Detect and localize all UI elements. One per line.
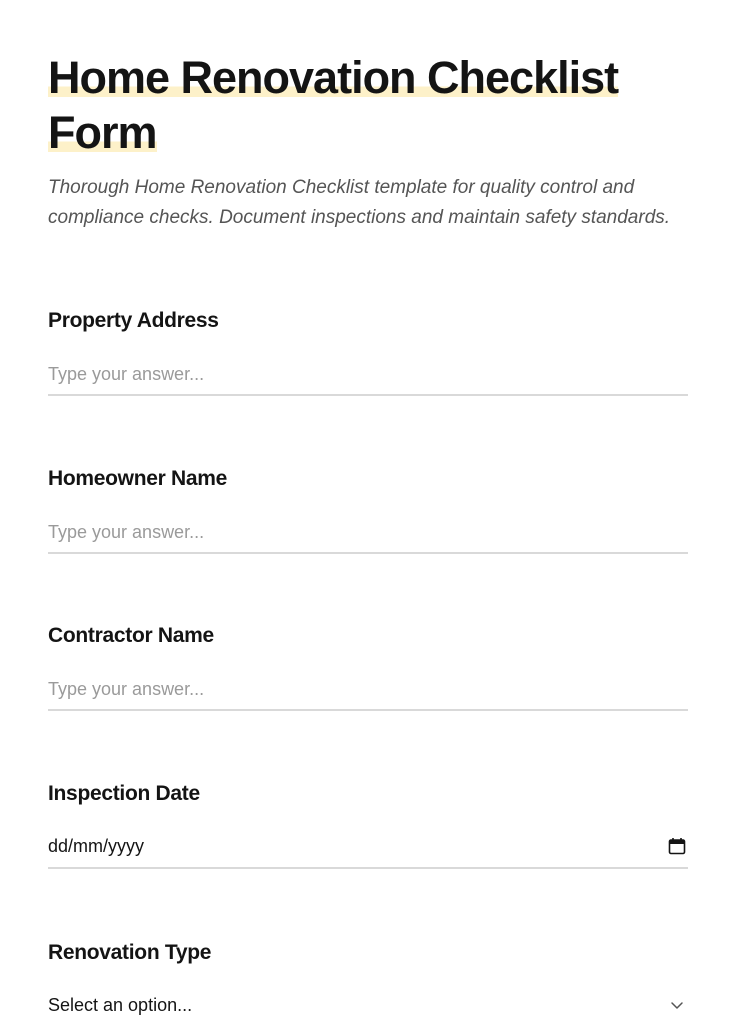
- homeowner-name-control: [48, 512, 688, 554]
- renovation-type-label: Renovation Type: [48, 941, 212, 964]
- homeowner-name-label: Homeowner Name: [48, 467, 228, 490]
- property-address-control: [48, 354, 688, 396]
- renovation-type-field: [48, 940, 688, 1015]
- calendar-icon[interactable]: [668, 837, 686, 855]
- inspection-date-value: dd/mm/yyyy: [48, 836, 145, 856]
- renovation-type-value: Select an option...: [48, 995, 193, 1015]
- inspection-date-field: [48, 781, 688, 856]
- renovation-type-select[interactable]: [48, 986, 688, 1024]
- property-address-field: [48, 308, 688, 334]
- inspection-date-input[interactable]: [48, 827, 688, 869]
- contractor-name-field: [48, 623, 688, 649]
- contractor-name-control: [48, 669, 688, 711]
- property-address-input[interactable]: [48, 354, 688, 394]
- form-description: Thorough Home Renovation Checklist template for quality control and compliance checks. Document inspections and maintain safety standards.: [48, 177, 671, 228]
- page-title: [48, 0, 688, 160]
- contractor-name-label: Contractor Name: [48, 624, 214, 647]
- property-address-label: Property Address: [48, 309, 219, 332]
- inspection-date-label: Inspection Date: [48, 782, 200, 805]
- homeowner-name-input[interactable]: [48, 512, 688, 552]
- homeowner-name-field: [48, 466, 688, 492]
- contractor-name-input[interactable]: [48, 669, 688, 709]
- chevron-down-icon: [670, 998, 684, 1012]
- page-title-text: Home Renovation Checklist Form: [48, 52, 619, 158]
